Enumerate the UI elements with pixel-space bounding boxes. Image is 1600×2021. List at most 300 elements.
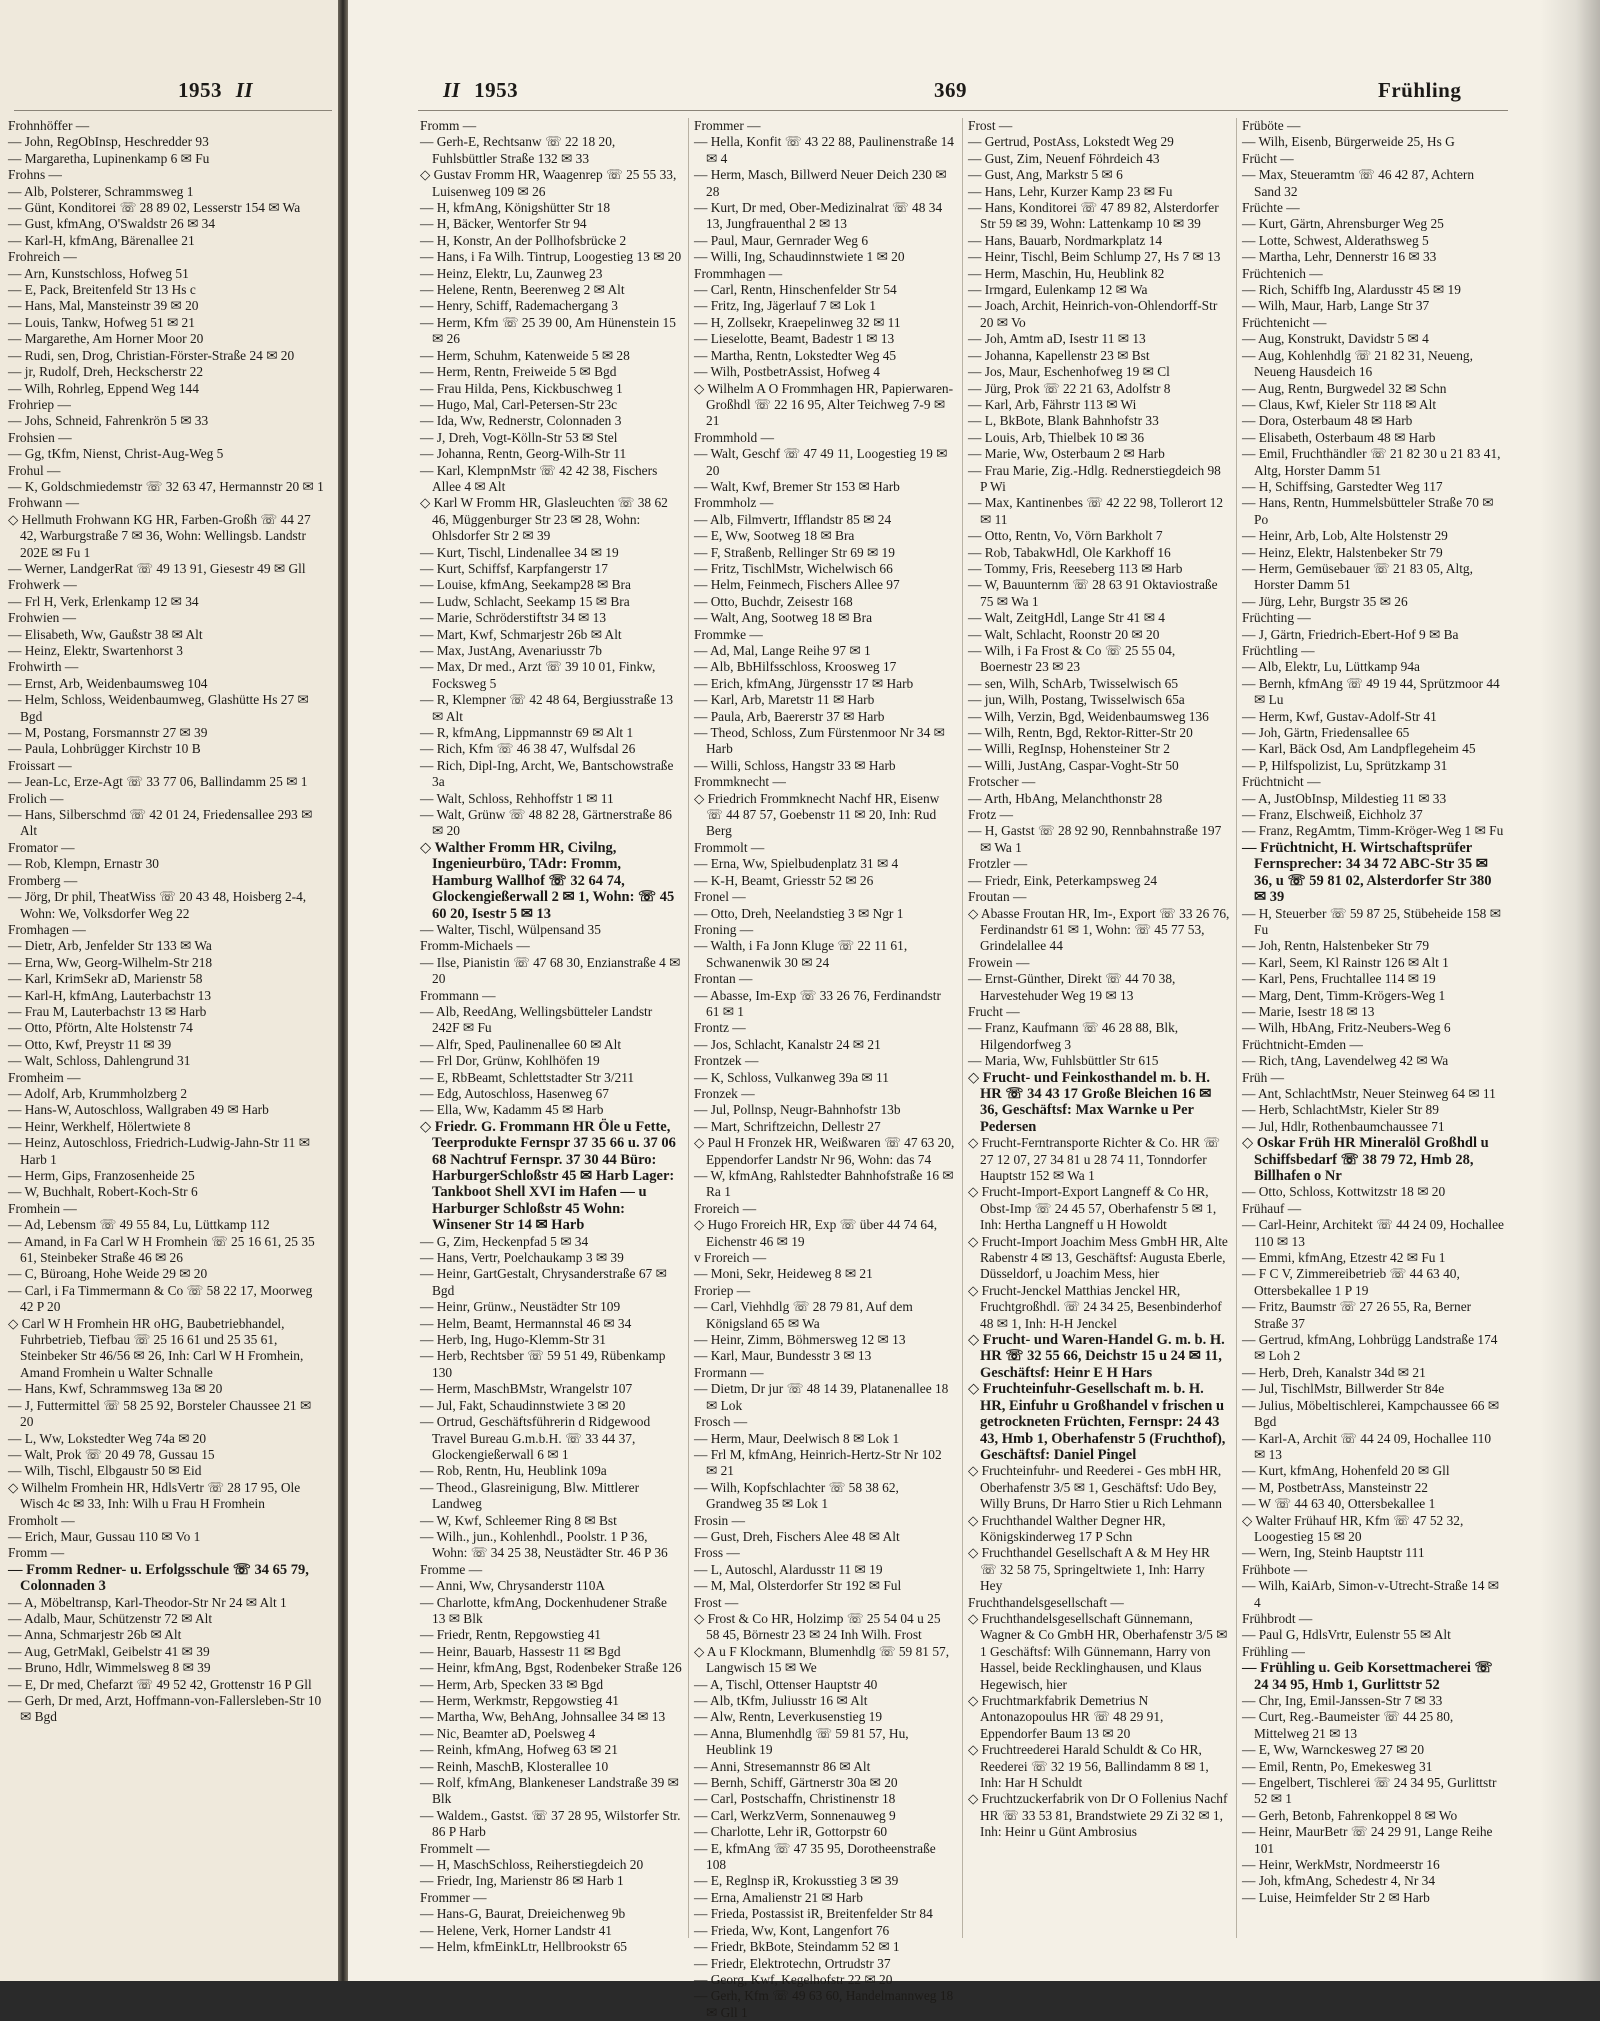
directory-entry: — Ella, Ww, Kadamm 45 ✉ Harb [420,1102,604,1118]
directory-entry: — Otto, Buchdr, Zeisestr 168 [694,593,853,609]
directory-entry: — Gust, kfmAng, O'Swaldstr 26 ✉ 34 [8,216,216,232]
directory-entry: — Jos, Maur, Eschenhofweg 19 ✉ Cl [968,364,1170,380]
column-divider-3 [1236,118,1237,1938]
directory-entry: — Dietr, Arb, Jenfelder Str 133 ✉ Wa [8,938,212,954]
directory-column-1 [420,118,682,1958]
directory-entry: — Anni, Ww, Chrysanderstr 110A [420,1578,606,1594]
directory-entry: — Heinz, Elektr, Lu, Zaunweg 23 [420,265,603,281]
directory-entry: — Alb, Polsterer, Schrammsweg 1 [8,183,194,199]
surname-heading: Früchtling — [1242,643,1315,658]
directory-entry: — Carl, Rentn, Hinschenfelder Str 54 [694,282,897,298]
directory-entry: — Gertrud, kfmAng, Lohbrügg Landstraße 174 ✉ Loh 2 [1242,1332,1498,1364]
directory-entry: — Friedr, Ing, Marienstr 86 ✉ Harb 1 [420,1873,624,1889]
surname-heading: Frowein — [968,954,1030,970]
directory-entry: — Anni, Stresemannstr 86 ✉ Alt [694,1758,871,1774]
surname-heading: Froriep — [694,1282,751,1298]
surname-heading: Früböte — [1242,118,1301,133]
surname-heading: Fromholt — [8,1512,75,1528]
directory-entry: ◇ Frucht-Jenckel Matthias Jenckel HR, Fruchtgroßhdl. ☏ 24 34 25, Besenbinderhof 48 ✉ 1, Inh: H-H Jenckel [968,1282,1222,1331]
directory-entry: — Hans, Konditorei ☏ 47 89 82, Alsterdorfer Str 59 ✉ 39, Wohn: Lattenkamp 10 ✉ 39 [968,200,1219,232]
directory-entry: — E, Reglnsp iR, Krokusstieg 3 ✉ 39 [694,1873,899,1889]
surname-heading: Frommer — [420,1889,487,1905]
directory-entry: — Moni, Sekr, Heideweg 8 ✉ 21 [694,1266,873,1282]
directory-entry: — Hans-W, Autoschloss, Wallgraben 49 ✉ Harb [8,1102,269,1118]
directory-entry: — Gust, Ang, Markstr 5 ✉ 6 [968,167,1123,183]
directory-entry: — Charlotte, kfmAng, Dockenhudener Straße 13 ✉ Blk [420,1594,667,1626]
directory-entry: — Chr, Ing, Emil-Janssen-Str 7 ✉ 33 [1242,1693,1443,1708]
directory-entry: — J, Futtermittel ☏ 58 25 92, Borsteler Chaussee 21 ✉ 20 [8,1397,312,1430]
directory-entry: — Karl, Pens, Fruchtallee 114 ✉ 19 [1242,971,1436,987]
directory-entry: — Heinr, Werkhelf, Hölertwiete 8 [8,1118,191,1134]
directory-entry: — Carl, i Fa Timmermann & Co ☏ 58 22 17, Moorweg 42 P 20 [8,1282,313,1315]
directory-entry: — Anna, Schmarjestr 26b ✉ Alt [8,1627,182,1643]
header-keyword: Frühling [1378,78,1462,102]
directory-entry: — Jul, Pollnsp, Neugr-Bahnhofstr 13b [694,1102,901,1118]
directory-entry: ◇ Frucht-Ferntransporte Richter & Co. HR ☏ 27 12 07, 27 34 81 u 28 74 11, Tonndorfer Hauptstr 152 ✉ Wa 1 [968,1135,1221,1183]
directory-entry: ◇ Frucht-Import-Export Langneff & Co HR, Obst-Imp ☏ 24 45 57, Oberhafenstr 5 ✉ 1, Inh: Hertha Langneff u H Howoldt [968,1184,1217,1233]
directory-entry: — Elisabeth, Osterbaum 48 ✉ Harb [1242,429,1436,445]
directory-entry: — Wilh, Eisenb, Bürgerweide 25, Hs G [1242,134,1455,150]
directory-entry: — Hugo, Mal, Carl-Petersen-Str 23c [420,396,618,412]
directory-entry: — M, PostbetrAss, Mansteinstr 22 [1242,1479,1428,1495]
directory-entry: — Heinr, WerkMstr, Nordmeerstr 16 [1242,1857,1440,1873]
directory-entry: — R, Klempner ☏ 42 48 64, Bergiusstraße 13 ✉ Alt [420,692,674,724]
directory-entry: — Ida, Ww, Rednerstr, Colonnaden 3 [420,413,622,429]
directory-entry: — Tommy, Fris, Reeseberg 113 ✉ Harb [968,560,1183,576]
directory-entry: — Engelbert, Tischlerei ☏ 24 34 95, Gurlittstr 52 ✉ 1 [1242,1775,1497,1807]
page-edge-shadow [1540,0,1600,1981]
directory-entry: — Arn, Kunstschloss, Hofweg 51 [8,265,189,281]
directory-entry: — Jürg, Lehr, Burgstr 35 ✉ 26 [1242,593,1408,609]
directory-entry: ◇ Fruchthandel Walther Degner HR, Königskinderweg 17 P Schn [968,1512,1166,1544]
directory-entry: — Erna, Amalienstr 21 ✉ Harb [694,1889,863,1905]
surname-heading: Frommknecht — [694,774,786,790]
surname-heading: Froning — [694,921,754,937]
directory-entry: — J, Dreh, Vogt-Kölln-Str 53 ✉ Stel [420,429,618,445]
directory-entry: — Willi, Schloss, Hangstr 33 ✉ Harb [694,757,896,773]
directory-entry: ◇ Wilhelm Fromhein HR, HdlsVertr ☏ 28 17 95, Ole Wisch 4c ✉ 33, Inh: Wilh u Frau H Fromhein [8,1479,301,1512]
directory-entry: — Karl, Maur, Bundesstr 3 ✉ 13 [694,1348,872,1364]
directory-entry: — Herm, Werkmstr, Repgowstieg 41 [420,1693,619,1708]
directory-entry: — Walt, ZeitgHdl, Lange Str 41 ✉ 4 [968,610,1165,626]
directory-entry: — Gerh-E, Rechtsanw ☏ 22 18 20, Fuhlsbüttler Straße 132 ✉ 33 [420,134,616,166]
surname-heading: Frucht — [968,1003,1020,1019]
directory-entry: — Helm, Schloss, Weidenbaumweg, Glashütte Hs 27 ✉ Bgd [8,692,309,724]
directory-entry: — Herm, Rentn, Freiweide 5 ✉ Bgd [420,364,617,380]
directory-entry: — Hans, Mal, Mansteinstr 39 ✉ 20 [8,298,199,314]
directory-entry: — Fromm Redner- u. Erfolgsschule ☏ 34 65 79, Colonnaden 3 [8,1561,309,1595]
directory-entry: — Ernst, Arb, Weidenbaumsweg 104 [8,675,208,691]
directory-entry: — M, Postang, Forsmannstr 27 ✉ 39 [8,725,208,741]
directory-entry: — W, Bauunternm ☏ 28 63 91 Oktaviostraße 75 ✉ Wa 1 [968,577,1218,609]
directory-entry: — Martha, Rentn, Lokstedter Weg 45 [694,347,897,363]
directory-entry: — Heinz, Elektr, Swartenhorst 3 [8,643,183,658]
directory-entry: — Georg, Kwf, Kegelhofstr 22 ✉ 20 [694,1971,893,1987]
directory-entry: — E, Ww, Warnckesweg 27 ✉ 20 [1242,1742,1425,1758]
directory-entry: — Rich, Kfm ☏ 46 38 47, Wulfsdal 26 [420,741,636,757]
directory-entry: — Julius, Möbeltischlerei, Kampchaussee 66 ✉ Bgd [1242,1397,1500,1430]
directory-entry: — H, Gastst ☏ 28 92 90, Rennbahnstraße 197 ✉ Wa 1 [968,823,1222,855]
right-header-rule [418,110,1508,111]
directory-entry: — Herb, Rechtsber ☏ 59 51 49, Rübenkamp 130 [420,1348,666,1380]
directory-entry: — A, Tischl, Ottenser Hauptstr 40 [694,1676,878,1692]
directory-entry: — Ant, SchlachtMstr, Neuer Steinweg 64 ✉ 11 [1242,1085,1496,1101]
directory-entry: — Louis, Tankw, Hofweg 51 ✉ 21 [8,314,195,330]
surname-heading: Frolich — [8,790,64,806]
directory-entry: — Wern, Ing, Steinb Hauptstr 111 [1242,1545,1425,1561]
directory-entry: — Rich, tAng, Lavendelweg 42 ✉ Wa [1242,1053,1449,1069]
directory-entry: — Karl, Arb, Fährstr 113 ✉ Wi [968,396,1137,412]
directory-entry: — Alb, tKfm, Juliusstr 16 ✉ Alt [694,1693,868,1708]
directory-entry: — Gust, Dreh, Fischers Alee 48 ✉ Alt [694,1528,900,1544]
surname-heading: Frommke — [694,626,763,642]
directory-entry: — Willi, RegInsp, Hohensteiner Str 2 [968,741,1170,757]
directory-entry: — Heinr, MaurBetr ☏ 24 29 91, Lange Reihe 101 [1242,1824,1493,1856]
directory-entry: — Joh, Gärtn, Friedensallee 65 [1242,725,1410,741]
directory-entry: — Heinr, Grünw., Neustädter Str 109 [420,1299,621,1315]
directory-entry: — Waldem., Gastst. ☏ 37 28 95, Wilstorfer Str. 86 P Harb [420,1807,681,1840]
right-header-year: 1953 [474,78,519,102]
surname-heading: Fromm — [8,1545,65,1561]
directory-entry: — Willi, Ing, Schaudinnstwiete 1 ✉ 20 [694,249,905,265]
directory-entry: — M, Mal, Olsterdorfer Str 192 ✉ Ful [694,1578,902,1594]
surname-heading: Fromhein — [8,1200,77,1216]
directory-entry: — sen, Wilh, SchArb, Twisselwisch 65 [968,675,1179,691]
directory-entry: — Alb, Elektr, Lu, Lüttkamp 94a [1242,659,1420,675]
directory-entry: — Aug, Konstrukt, Davidstr 5 ✉ 4 [1242,331,1429,347]
directory-entry: — Max, JustAng, Avenariusstr 7b [420,643,603,658]
directory-entry: — Mart, Schriftzeichn, Dellestr 27 [694,1118,881,1134]
directory-entry: — Louis, Arb, Thielbek 10 ✉ 36 [968,429,1145,445]
surname-heading: Frost — [694,1594,739,1610]
surname-heading: Fross — [694,1545,740,1561]
directory-entry: — Karl-H, kfmAng, Bärenallee 21 [8,232,195,248]
directory-entry: — Otto, Kwf, Preystr 11 ✉ 39 [8,1036,172,1052]
directory-entry: — Dietm, Dr jur ☏ 48 14 39, Platanenallee 18 ✉ Lok [694,1381,949,1413]
directory-entry: — Hella, Konfit ☏ 43 22 88, Paulinenstraße 14 ✉ 4 [694,134,954,166]
directory-entry: — Jürg, Prok ☏ 22 21 63, Adolfstr 8 [968,380,1171,396]
directory-entry: — Wilh, i Fa Frost & Co ☏ 25 55 04, Boernestr 23 ✉ 23 [968,643,1176,675]
directory-entry: — Bernh, Schiff, Gärtnerstr 30a ✉ 20 [694,1775,898,1791]
directory-entry: ◇ Abasse Froutan HR, Im-, Export ☏ 33 26 76, Ferdinandstr 61 ✉ 1, Wohn: ☏ 45 77 53, Grindelallee 44 [968,905,1230,954]
directory-entry: — L, BkBote, Blank Bahnhofstr 33 [968,413,1159,429]
directory-entry: — Lotte, Schwest, Alderathsweg 5 [1242,232,1429,248]
directory-entry: — Heinr, Zimm, Böhmersweg 12 ✉ 13 [694,1332,906,1348]
directory-entry: — Emmi, kfmAng, Etzestr 42 ✉ Fu 1 [1242,1250,1446,1266]
directory-entry: — Gerh, Dr med, Arzt, Hoffmann-von-Fallersleben-Str 10 ✉ Bgd [8,1693,322,1725]
directory-entry: — H, Konstr, An der Pollhofsbrücke 2 [420,232,627,248]
directory-entry: ◇ Frucht-Import Joachim Mess GmbH HR, Alte Rabenstr 4 ✉ 13, Geschäftsf: Augusta Eberle, Düsseldorf, u Joachim Mess, hier [968,1233,1228,1282]
directory-entry: ◇ Wilhelm A O Frommhagen HR, Papierwaren-Großhdl ☏ 22 16 95, Alter Teichweg 7-9 ✉ 21 [694,380,954,429]
directory-entry: — F, Straßenb, Rellinger Str 69 ✉ 19 [694,544,895,560]
directory-entry: — Gerh, Kfm ☏ 49 63 60, Handelmannweg 18 ✉ Gll 1 [694,1988,954,2020]
directory-entry: — Theod., Glasreinigung, Blw. Mittlerer Landweg [420,1479,640,1512]
surname-heading: Fromberg — [8,872,78,888]
directory-entry: — Wilh, Maur, Harb, Lange Str 37 [1242,298,1430,314]
surname-heading: Früchtenich — [1242,265,1323,281]
directory-entry: — P, Hilfspolizist, Lu, Sprützkamp 31 [1242,757,1448,773]
directory-entry: ◇ Walther Fromm HR, Civilng, Ingenieurbüro, TAdr: Fromm, Hamburg Wallhof ☏ 32 64 74, Glockengießerwall 2 ✉ 1, Wohn: ☏ 45 60 20, Isestr 5 ✉ 13 [420,839,675,922]
directory-entry: — G, Zim, Heckenpfad 5 ✉ 34 [420,1233,589,1249]
surname-heading: Frohwien — [8,610,77,626]
directory-entry: — Karl, KlempnMstr ☏ 42 42 38, Fischers Allee 4 ✉ Alt [420,462,658,494]
directory-entry: ◇ Fruchthandel Gesellschaft A & M Hey HR ☏ 32 58 75, Springeltwiete 1, Inh: Harry Hey [968,1545,1210,1594]
directory-entry: ◇ Frucht- und Waren-Handel G. m. b. H. HR ☏ 32 55 66, Deichstr 15 u 24 ✉ 11, Geschäftsf: Heinr E H Hars [968,1332,1225,1381]
directory-entry: — Erich, kfmAng, Jürgensstr 17 ✉ Harb [694,675,914,691]
directory-entry: — Fritz, Baumstr ☏ 27 26 55, Ra, Berner Straße 37 [1242,1299,1472,1331]
directory-entry: — Helene, Verk, Horner Landstr 41 [420,1922,612,1938]
directory-entry: ◇ Carl W H Fromhein HR oHG, Baubetriebhandel, Fuhrbetrieb, Tiefbau ☏ 25 16 61 und 25 35 61, Steinbeker Str 46/56 ✉ 26, Inh: Carl W H Fromhein, Amand Fromhein u Walter Schnalle [8,1315,304,1380]
directory-entry: ◇ A u F Klockmann, Blumenhdlg ☏ 59 81 57, Langwisch 15 ✉ We [694,1643,950,1676]
directory-entry: — Jul, Hdlr, Rothenbaumchaussee 71 [1242,1118,1445,1134]
surname-heading: Fronzek — [694,1085,755,1101]
directory-entry: — Fritz, Ing, Jägerlauf 7 ✉ Lok 1 [694,298,876,314]
surname-heading: Frommhold — [694,429,774,445]
directory-entry: — Früchtnicht, H. Wirtschaftsprüfer Fernsprecher: 34 34 72 ABC-Str 35 ✉ 36, u ☏ 59 81 02, Alsterdorfer Str 380 ✉ 39 [1242,839,1492,906]
directory-entry: — Kurt, Schiffsf, Karpfangerstr 17 [420,560,608,576]
directory-entry: — Joach, Archit, Heinrich-von-Ohlendorff-Str 20 ✉ Vo [968,298,1218,330]
directory-column-3 [968,118,1230,1958]
directory-entry: — Claus, Kwf, Kieler Str 118 ✉ Alt [1242,396,1437,412]
directory-entry: — E, kfmAng ☏ 47 35 95, Dorotheenstraße 108 [694,1840,936,1873]
directory-entry: — Maria, Ww, Fuhlsbüttler Str 615 [968,1053,1159,1069]
surname-heading: Froissart — [8,757,72,773]
directory-entry: — Aug, Kohlenhdlg ☏ 21 82 31, Neueng, Neueng Hausdeich 16 [1242,347,1473,380]
directory-entry: — Hans, Silberschmd ☏ 42 01 24, Friedensallee 293 ✉ Alt [8,807,313,839]
directory-entry: — Irmgard, Eulenkamp 12 ✉ Wa [968,282,1148,298]
directory-entry: — H, MaschSchloss, Reiherstiegdeich 20 [420,1857,644,1873]
surname-heading: Früh — [1242,1069,1285,1085]
directory-entry: — W ☏ 44 63 40, Ottersbekallee 1 [1242,1496,1436,1512]
directory-entry: — Alb, Filmvertr, Ifflandstr 85 ✉ 24 [694,511,892,527]
directory-entry: — H, Zollsekr, Kraepelinweg 32 ✉ 11 [694,314,901,330]
directory-entry: — John, RegObInsp, Heschredder 93 [8,134,209,150]
directory-entry: — Frl H, Verk, Erlenkamp 12 ✉ 34 [8,593,199,609]
directory-entry: — Rudi, sen, Drog, Christian-Förster-Straße 24 ✉ 20 [8,347,295,363]
surname-heading: Frommhagen — [694,265,783,281]
surname-heading: Froutan — [968,889,1027,905]
directory-entry: — Mart, Kwf, Schmarjestr 26b ✉ Alt [420,626,622,642]
directory-entry: — Herb, Ing, Hugo-Klemm-Str 31 [420,1332,606,1348]
directory-entry: — Kurt, kfmAng, Hohenfeld 20 ✉ Gll [1242,1463,1450,1479]
directory-entry: — Reinh, MaschB, Klosterallee 10 [420,1758,609,1774]
directory-entry: — Aug, GetrMakl, Geibelstr 41 ✉ 39 [8,1643,210,1659]
directory-entry: — Heinr, GartGestalt, Chrysanderstraße 67 ✉ Bgd [420,1266,667,1298]
directory-entry: — Carl-Heinr, Architekt ☏ 44 24 09, Hochallee 110 ✉ 13 [1242,1217,1505,1249]
directory-entry: ◇ Frost & Co HR, Holzimp ☏ 25 54 04 u 25 58 45, Börnestr 23 ✉ 24 Inh Wilh. Frost [694,1610,941,1643]
directory-entry: — Frau Hilda, Pens, Kickbuschweg 1 [420,380,623,396]
surname-heading: Früchtnicht-Emden — [1242,1036,1363,1052]
directory-entry: — Gg, tKfm, Nienst, Christ-Aug-Weg 5 [8,446,224,462]
surname-heading: Frohnhöffer — [8,118,90,133]
directory-entry: — Herm, Gemüsebauer ☏ 21 83 05, Altg, Horster Damm 51 [1242,560,1473,593]
directory-entry: — Walt, Schloss, Dahlengrund 31 [8,1053,191,1069]
directory-entry: — Rich, Schiffb Ing, Alardusstr 45 ✉ 19 [1242,282,1461,298]
directory-entry: — Wilh, Rentn, Bgd, Rektor-Ritter-Str 20 [968,725,1193,741]
directory-entry: — Alfr, Sped, Paulinenallee 60 ✉ Alt [420,1036,622,1052]
directory-entry: — Gerh, Betonb, Fahrenkoppel 8 ✉ Wo [1242,1807,1458,1823]
directory-entry: — Margaretha, Lupinenkamp 6 ✉ Fu [8,150,210,166]
directory-entry: — Rob, Klempn, Ernastr 30 [8,856,159,872]
directory-entry: — Charlotte, Lehr iR, Gottorpstr 60 [694,1824,888,1840]
directory-entry: — Paul G, HdlsVrtr, Eulenstr 55 ✉ Alt [1242,1627,1451,1643]
surname-heading: Frommer — [694,118,761,133]
directory-entry: — Alw, Rentn, Leverkusenstieg 19 [694,1709,883,1725]
left-header-volume: II [235,78,254,102]
surname-heading: Frohns — [8,167,62,183]
directory-entry: — Hans, Lehr, Kurzer Kamp 23 ✉ Fu [968,183,1173,199]
directory-entry: — K, Goldschmiedemstr ☏ 32 63 47, Hermannstr 20 ✉ 1 [8,478,324,494]
directory-entry: — E, Dr med, Chefarzt ☏ 49 52 42, Grottenstr 16 P Gll [8,1676,312,1692]
surname-heading: Frücht — [1242,150,1294,166]
surname-heading: Früchte — [1242,200,1300,216]
directory-entry: — Kurt, Tischl, Lindenallee 34 ✉ 19 [420,544,619,560]
directory-entry: — Jul, Fakt, Schaudinnstwiete 3 ✉ 20 [420,1397,626,1413]
directory-entry: ◇ Oskar Früh HR Mineralöl Großhdl u Schiffsbedarf ☏ 38 79 72, Hmb 28, Billhafen o Nr [1242,1135,1489,1184]
surname-heading: Fromm — [420,118,477,133]
directory-entry: — Elisabeth, Ww, Gaußstr 38 ✉ Alt [8,626,203,642]
directory-entry: — E, Pack, Breitenfeld Str 13 Hs c [8,282,196,298]
left-page [0,0,338,1981]
directory-entry: — Marg, Dent, Timm-Krögers-Weg 1 [1242,987,1446,1003]
directory-entry: — K-H, Beamt, Griesstr 52 ✉ 26 [694,872,874,888]
directory-entry: — Herm, Schuhm, Katenweide 5 ✉ 28 [420,347,630,363]
directory-entry: — Otto, Rentn, Vo, Vörn Barkholt 7 [968,528,1163,544]
directory-entry: — Willi, JustAng, Caspar-Voght-Str 50 [968,757,1179,773]
directory-entry: — Dora, Osterbaum 48 ✉ Harb [1242,413,1413,429]
directory-entry: ◇ Fruchteinfuhr-Gesellschaft m. b. H. HR, Einfuhr u Großhandel v frischen u getrockneten Früchten, Fernspr: 24 43 43, Hmb 1, Oberhafenstr 5 (Fruchthof), Geschäftsf: Daniel Pingel [968,1381,1226,1463]
directory-entry: — Reinh, kfmAng, Hofweg 63 ✉ 21 [420,1742,618,1758]
directory-entry: — Martha, Lehr, Dennerstr 16 ✉ 33 [1242,249,1437,265]
surname-heading: Frommelt — [420,1840,490,1856]
directory-entry: — Helene, Rentn, Beerenweg 2 ✉ Alt [420,282,625,298]
directory-entry: — Herm, Gips, Franzosenheide 25 [8,1168,195,1183]
directory-entry: ◇ Friedr. G. Frommann HR Öle u Fette, Teerprodukte Fernspr 37 35 66 u. 37 06 68 Nachtruf Fernspr. 37 30 44 Büro: HarburgerSchloßstr 45 ✉ Harb Lager: Tankboot Shell XVI im Hafen — u Harburger Schloßstr 45 Wohn: Winsener Str 14 ✉ Harb [420,1118,676,1234]
surname-heading: Fromhagen — [8,921,86,937]
directory-entry: — Carl, Postschaffn, Christinenstr 18 [694,1791,896,1807]
surname-heading: Frontz — [694,1020,746,1036]
directory-column-4 [1242,118,1504,1958]
directory-entry: — Frieda, Postassist iR, Breitenfelder Str 84 [694,1906,933,1922]
directory-entry: — Marie, Ww, Osterbaum 2 ✉ Harb [968,446,1165,462]
directory-entry: — Frl Dor, Grünw, Kohlhöfen 19 [420,1053,600,1069]
directory-entry: — Karl-A, Archit ☏ 44 24 09, Hochallee 110 ✉ 13 [1242,1430,1492,1462]
surname-heading: Frormann — [694,1364,764,1380]
directory-entry: — Ad, Mal, Lange Reihe 97 ✉ 1 [694,643,871,658]
right-running-head-left [443,78,518,103]
directory-entry: — A, Möbeltransp, Karl-Theodor-Str Nr 24 ✉ Alt 1 [8,1594,287,1610]
directory-entry: — Walt, Geschf ☏ 47 49 11, Loogestieg 19 ✉ 20 [694,446,948,478]
directory-entry: — E, Ww, Sootweg 18 ✉ Bra [694,528,855,544]
directory-entry: — Arth, HbAng, Melanchthonstr 28 [968,790,1163,806]
directory-entry: — H, kfmAng, Königshütter Str 18 [420,200,611,216]
directory-entry: — Aug, Rentn, Burgwedel 32 ✉ Schn [1242,380,1447,396]
directory-entry: — Bruno, Hdlr, Wimmelsweg 8 ✉ 39 [8,1660,211,1676]
directory-entry: — Adalb, Maur, Schützenstr 72 ✉ Alt [8,1610,213,1626]
surname-heading: Frohul — [8,462,61,478]
directory-entry: — Paul, Maur, Gernrader Weg 6 [694,232,869,248]
directory-entry: — Herb, SchlachtMstr, Kieler Str 89 [1242,1102,1439,1118]
directory-entry: — H, Schiffsing, Garstedter Weg 117 [1242,478,1443,494]
surname-heading: Frühauf — [1242,1200,1302,1216]
directory-entry: — Ortrud, Geschäftsführerin d Ridgewood Travel Bureau G.m.b.H. ☏ 33 44 37, Glockengießerwall 6 ✉ 1 [420,1414,651,1462]
directory-entry: — Werner, LandgerRat ☏ 49 13 91, Giesestr 49 ✉ Gll [8,560,306,576]
directory-entry: — Hans, Bauarb, Nordmarkplatz 14 [968,232,1163,248]
directory-entry: — Friedr, Rentn, Repgowstieg 41 [420,1627,601,1643]
directory-entry: ◇ Fruchteinfuhr- und Reederei - Ges mbH HR, Oberhafenstr 3/5 ✉ 1, Geschäftsf: Udo Bey, Willy Bruns, Dr Harro Stier u Rich Lehmann [968,1463,1222,1512]
surname-heading: Frommolt — [694,839,765,855]
directory-entry: ◇ Friedrich Frommknecht Nachf HR, Eisenw ☏ 44 87 57, Goebenstr 11 ✉ 20, Inh: Rud Berg [694,790,940,839]
directory-entry: ◇ Fruchtmarkfabrik Demetrius N Antonazopoulus HR ☏ 48 29 91, Eppendorfer Baum 13 ✉ 20 [968,1693,1164,1741]
directory-entry: — Herm, Maur, Deelwisch 8 ✉ Lok 1 [694,1430,900,1446]
directory-entry: — Erna, Ww, Georg-Wilhelm-Str 218 [8,954,213,970]
right-page [348,0,1600,2020]
directory-entry: — Helm, kfmEinkLtr, Hellbrookstr 65 [420,1939,627,1955]
surname-heading: Frommann — [420,987,496,1003]
directory-entry: — Max, Dr med., Arzt ☏ 39 10 01, Finkw, Focksweg 5 [420,659,656,691]
left-header-rule [14,110,332,111]
right-header-volume: II [443,78,461,102]
directory-entry: — Heinz, Elektr, Halstenbeker Str 79 [1242,544,1443,560]
directory-entry: — R, kfmAng, Lippmannstr 69 ✉ Alt 1 [420,725,634,741]
directory-entry: — Heinz, Autoschloss, Friedrich-Ludwig-Jahn-Str 11 ✉ Harb 1 [8,1135,310,1167]
directory-entry: — Herm, Masch, Billwerd Neuer Deich 230 ✉ 28 [694,167,947,199]
surname-heading: Frühling — [1242,1643,1305,1659]
surname-heading: Frühbote — [1242,1561,1308,1577]
surname-heading: Frohsien — [8,429,72,445]
directory-entry: ◇ Fruchthandelsgesellschaft Günnemann, Wagner & Co GmbH HR, Oberhafenstr 3/5 ✉ 1 Geschäftsf: Wilh Günnemann, Harry von Hassel, beide Recklinghausen, und Klaus Hegewisch, hier [968,1610,1228,1692]
directory-entry: — Curt, Reg.-Baumeister ☏ 44 25 80, Mittelweg 21 ✉ 13 [1242,1709,1454,1741]
directory-entry: — Jörg, Dr phil, TheatWiss ☏ 20 43 48, Hoisberg 2-4, Wohn: We, Volksdorfer Weg 22 [8,889,307,921]
directory-entry: — Friedr, Elektrotechn, Ortrudstr 37 [694,1955,891,1971]
directory-entry: — L, Autoschl, Alardusstr 11 ✉ 19 [694,1561,883,1577]
directory-entry: — Otto, Dreh, Neelandstieg 3 ✉ Ngr 1 [694,905,904,921]
directory-entry: — Emil, Rentn, Po, Emekesweg 31 [1242,1758,1433,1774]
directory-column-2 [694,118,956,2020]
directory-entry: — Erich, Maur, Gussau 110 ✉ Vo 1 [8,1528,201,1544]
surname-heading: Frosin — [694,1512,745,1528]
directory-entry: — Wilh, Verzin, Bgd, Weidenbaumsweg 136 [968,708,1209,724]
surname-heading: Frohriep — [8,396,71,412]
directory-entry: — Wilh, KaiArb, Simon-v-Utrecht-Straße 14 ✉ 4 [1242,1578,1499,1610]
surname-heading: Frontan — [694,971,753,987]
directory-entry: — Walt, Schloss, Rehhoffstr 1 ✉ 11 [420,790,614,806]
surname-heading: Frühbrodt — [1242,1610,1313,1626]
directory-entry: — Ludw, Schlacht, Seekamp 15 ✉ Bra [420,593,630,609]
directory-entry: — Wilh., jun., Kohlenhdl., Poolstr. 1 P 36, Wohn: ☏ 34 25 38, Neustädter Str. 46 P 36 [420,1528,668,1561]
directory-entry: — Jul, TischlMstr, Billwerder Str 84e [1242,1381,1445,1397]
directory-entry: — W, kfmAng, Rahlstedter Bahnhofstraße 16 ✉ Ra 1 [694,1168,954,1200]
directory-entry: — Luise, Heimfelder Str 2 ✉ Harb [1242,1889,1430,1905]
directory-entry: — Herm, Arb, Specken 33 ✉ Bgd [420,1676,604,1692]
directory-entry: — Gertrud, PostAss, Lokstedt Weg 29 [968,134,1174,150]
directory-entry: ◇ Gustav Fromm HR, Waagenrep ☏ 25 55 33, Luisenweg 109 ✉ 26 [420,167,677,199]
directory-entry: — Herm, Kfm ☏ 25 39 00, Am Hünenstein 15 ✉ 26 [420,314,676,347]
directory-entry: — Max, Steueramtm ☏ 46 42 87, Achtern Sand 32 [1242,167,1475,199]
directory-entry: — Otto, Pförtn, Alte Holstenstr 74 [8,1020,193,1036]
directory-entry: — Walt, Kwf, Bremer Str 153 ✉ Harb [694,478,900,494]
directory-entry: — Wilh, HbAng, Fritz-Neubers-Weg 6 [1242,1020,1451,1036]
page-number: 369 [934,78,967,102]
directory-entry: — Hans, i Fa Wilh. Tintrup, Loogestieg 13 ✉ 20 [420,249,682,265]
directory-entry: — Alb, ReedAng, Wellingsbütteler Landstr 242F ✉ Fu [420,1003,653,1036]
surname-heading: Früchting — [1242,610,1311,626]
directory-entry: — Frl M, kfmAng, Heinrich-Hertz-Str Nr 102 ✉ 21 [694,1446,942,1479]
directory-entry: — Johs, Schneid, Fahrenkrön 5 ✉ 33 [8,413,209,429]
directory-entry: — J, Gärtn, Friedrich-Ebert-Hof 9 ✉ Ba [1242,626,1459,642]
directory-entry: — Lieselotte, Beamt, Badestr 1 ✉ 13 [694,331,895,347]
directory-entry: — Helm, Beamt, Hermannstal 46 ✉ 34 [420,1315,632,1331]
